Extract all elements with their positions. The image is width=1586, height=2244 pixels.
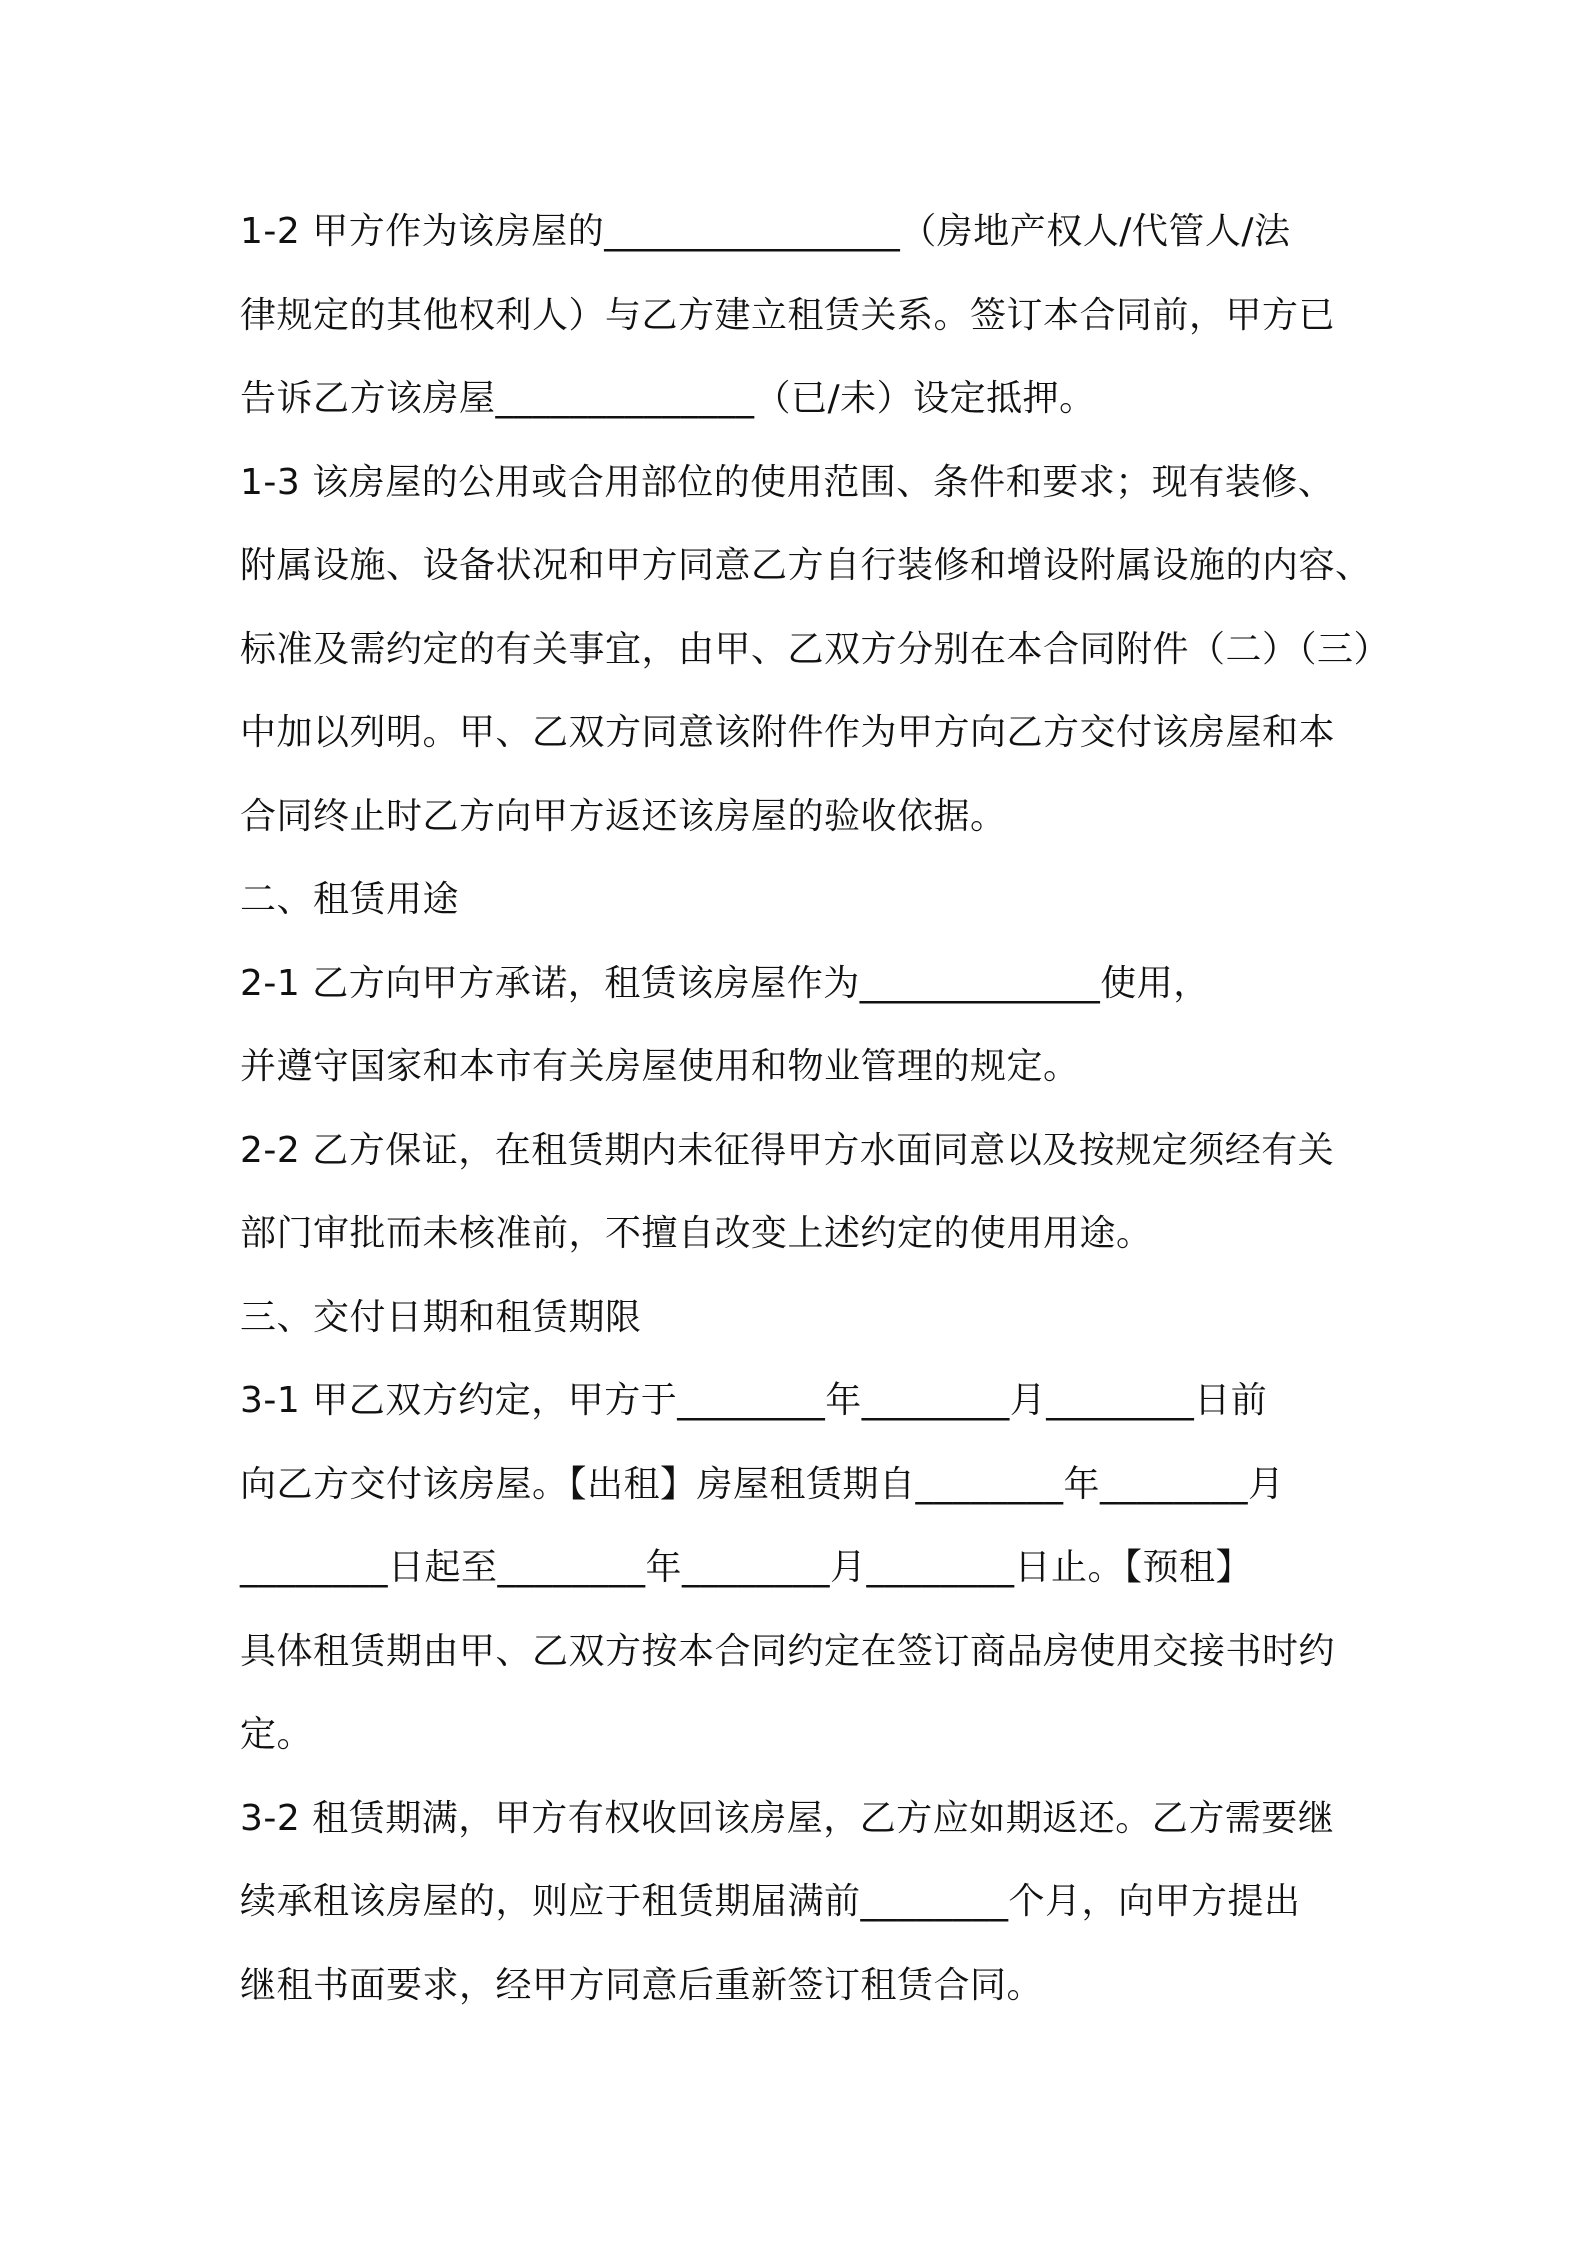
text-line: 部门审批而未核准前，不擅自改变上述约定的使用用途。	[240, 1213, 1153, 1254]
text-line: 3-2 租赁期满，甲方有权收回该房屋，乙方应如期返还。乙方需要继	[240, 1797, 1335, 1839]
text-line: 1-3 该房屋的公用或合用部位的使用范围、条件和要求；现有装修、	[240, 461, 1335, 503]
text-line: 附属设施、设备状况和甲方同意乙方自行装修和增设附属设施的内容、	[240, 545, 1372, 586]
section-heading: 三、交付日期和租赁期限	[240, 1296, 642, 1338]
text-line: 2-2 乙方保证，在租赁期内未征得甲方水面同意以及按规定须经有关	[240, 1129, 1335, 1171]
text-line: 定。	[240, 1714, 314, 1755]
text-line: 具体租赁期由甲、乙双方按本合同约定在签订商品房使用交接书时约	[240, 1630, 1336, 1672]
section-heading: 二、租赁用途	[240, 879, 460, 920]
text-line: 继租书面要求，经甲方同意后重新签订租赁合同。	[240, 1964, 1044, 2006]
text-line: 向乙方交付该房屋。【出租】房屋租赁期自________年________月	[240, 1463, 1285, 1505]
text-line: 2-1 乙方向甲方承诺，租赁该房屋作为_____________使用，	[240, 962, 1210, 1004]
text-line: 中加以列明。甲、乙双方同意该附件作为甲方向乙方交付该房屋和本	[240, 712, 1336, 753]
text-line: 3-1 甲乙双方约定，甲方于________年________月________日前	[240, 1380, 1268, 1421]
text-line: 律规定的其他权利人）与乙方建立租赁关系。签订本合同前，甲方已	[240, 294, 1336, 336]
text-line: 标准及需约定的有关事宜，由甲、乙双方分别在本合同附件（二）（三）	[240, 628, 1391, 670]
text-line: ________日起至________年________月________日止。【预租】	[240, 1547, 1253, 1588]
text-line: 合同终止时乙方向甲方返还该房屋的验收依据。	[240, 795, 1007, 837]
text-line: 续承租该房屋的，则应于租赁期届满前________个月，向甲方提出	[240, 1881, 1301, 1922]
text-line: 告诉乙方该房屋______________（已/未）设定抵押。	[240, 378, 1096, 419]
contract-text-body	[240, 190, 1391, 2027]
text-line: 并遵守国家和本市有关房屋使用和物业管理的规定。	[240, 1046, 1080, 1087]
text-line: 1-2 甲方作为该房屋的________________（房地产权人/代管人/法	[240, 211, 1291, 252]
